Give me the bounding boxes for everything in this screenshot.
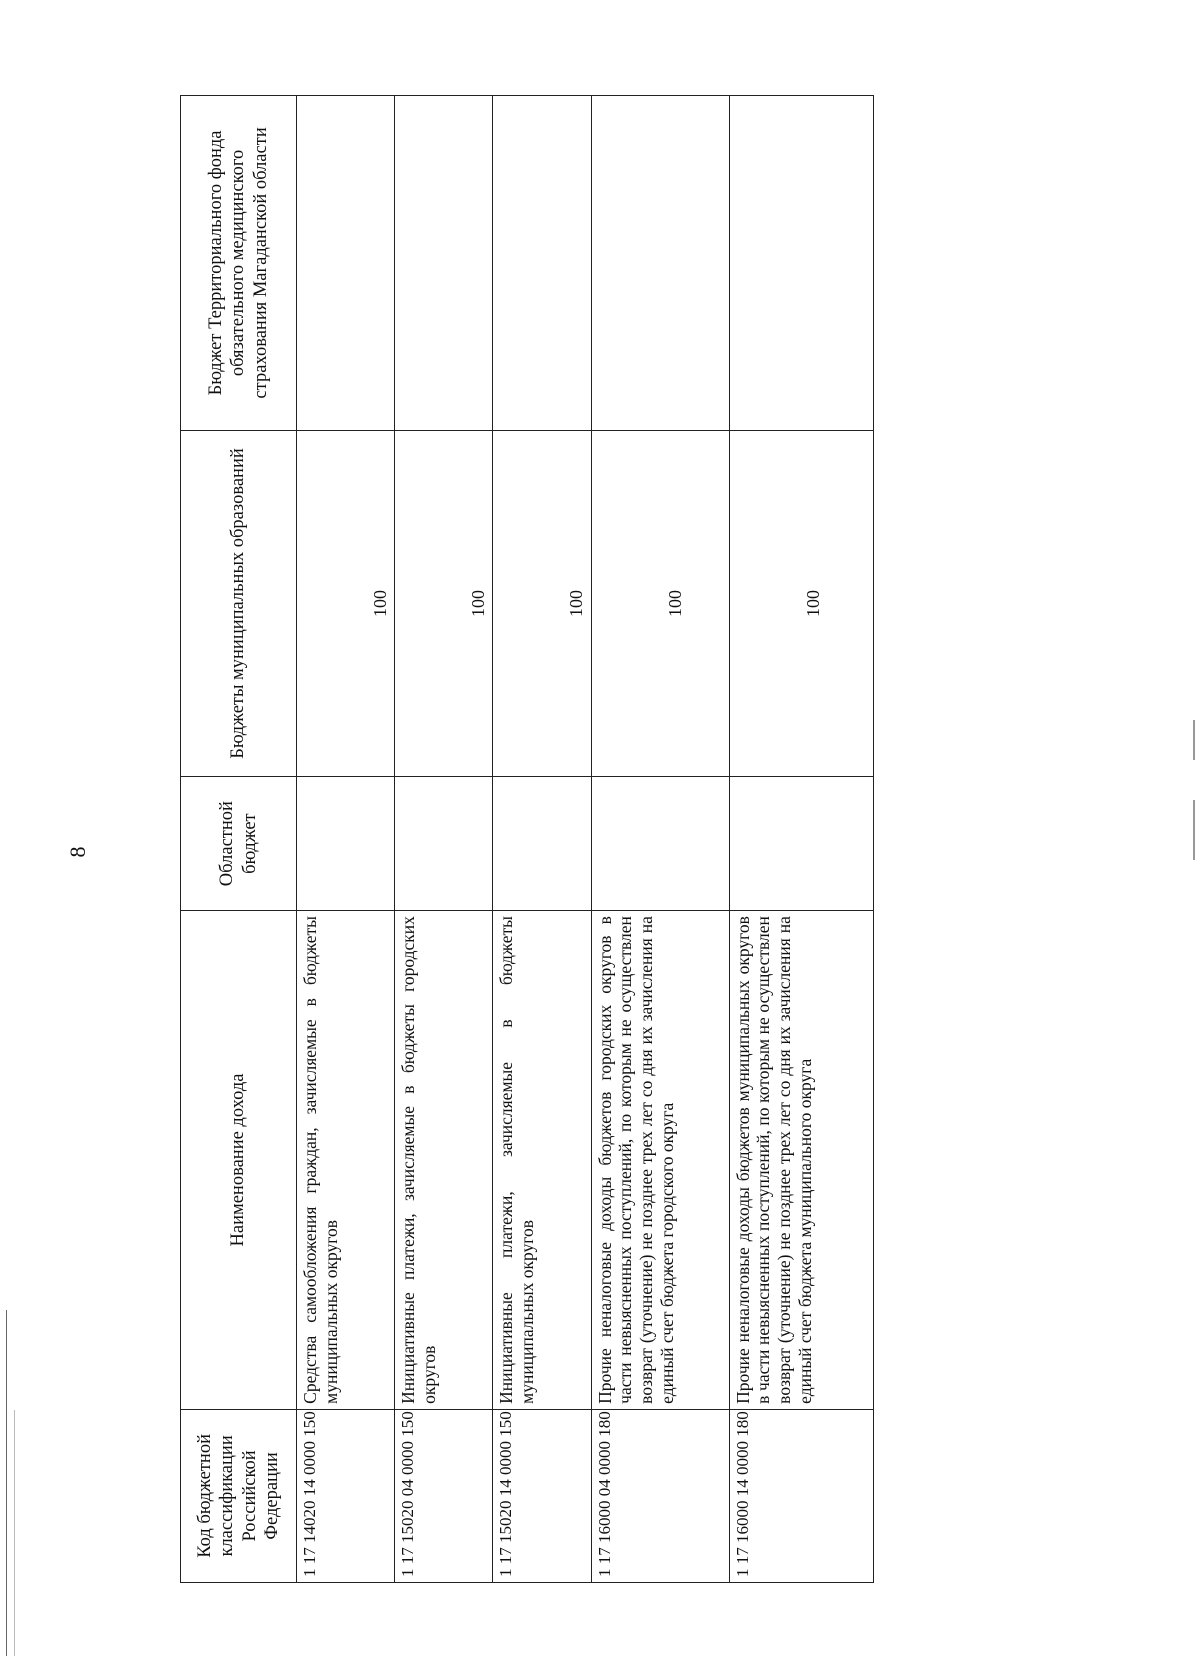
page-number: 8 <box>65 846 90 858</box>
row-regional <box>729 777 873 911</box>
row-municipal: 100 <box>395 430 493 776</box>
header-municipal-budgets: Бюджеты муниципальных образований <box>181 430 297 776</box>
row-name: Инициативные платежи, зачисляемые в бюджеты городских округов <box>395 911 493 1410</box>
header-fund-budget: Бюджет Территориального фонда обязательного медицинского страхования Магаданской области <box>181 96 297 431</box>
row-fund <box>729 96 873 431</box>
table-row <box>729 96 873 1583</box>
row-code: 1 17 16000 14 0000 180 <box>729 1409 873 1582</box>
header-regional-budget: Областной бюджет <box>181 777 297 911</box>
income-classification-table <box>180 95 874 1583</box>
scan-mark <box>1193 720 1195 760</box>
row-code: 1 17 15020 14 0000 150 <box>493 1409 591 1582</box>
row-name: Инициативные платежи, зачисляемые в бюджеты муниципальных округов <box>493 911 591 1410</box>
row-fund <box>493 96 591 431</box>
row-code: 1 17 15020 04 0000 150 <box>395 1409 493 1582</box>
row-regional <box>395 777 493 911</box>
row-code: 1 17 14020 14 0000 150 <box>297 1409 395 1582</box>
scan-edge-line <box>6 1310 7 1656</box>
header-name: Наименование дохода <box>181 911 297 1410</box>
row-municipal: 100 <box>591 430 729 776</box>
row-municipal: 100 <box>493 430 591 776</box>
row-fund <box>591 96 729 431</box>
table-row <box>493 96 591 1583</box>
row-regional <box>297 777 395 911</box>
row-regional <box>493 777 591 911</box>
row-municipal: 100 <box>729 430 873 776</box>
header-code: Код бюджетной классификации Российской Федерации <box>181 1409 297 1582</box>
scan-edge-line <box>14 1410 15 1656</box>
row-name: Прочие неналоговые доходы бюджетов муниципальных округов в части невыясненных поступлений, по которым не осуществлен возврат (уточнение) не позднее трех лет со дня их зачисления на единый счет бюджета муниципального округа <box>729 911 873 1410</box>
table-row <box>297 96 395 1583</box>
scan-mark <box>1193 800 1195 860</box>
row-name: Прочие неналоговые доходы бюджетов городских округов в части невыясненных поступлений, по которым не осуществлен возврат (уточнение) не позднее трех лет со дня их зачисления на единый счет бюджета городского округа <box>591 911 729 1410</box>
row-regional <box>591 777 729 911</box>
table-row <box>395 96 493 1583</box>
row-fund <box>297 96 395 431</box>
table-row <box>591 96 729 1583</box>
row-fund <box>395 96 493 431</box>
row-municipal: 100 <box>297 430 395 776</box>
rotated-table-container <box>180 95 823 1583</box>
row-name: Средства самообложения граждан, зачисляемые в бюджеты муниципальных округов <box>297 911 395 1410</box>
table-header-row <box>181 96 297 1583</box>
row-code: 1 17 16000 04 0000 180 <box>591 1409 729 1582</box>
